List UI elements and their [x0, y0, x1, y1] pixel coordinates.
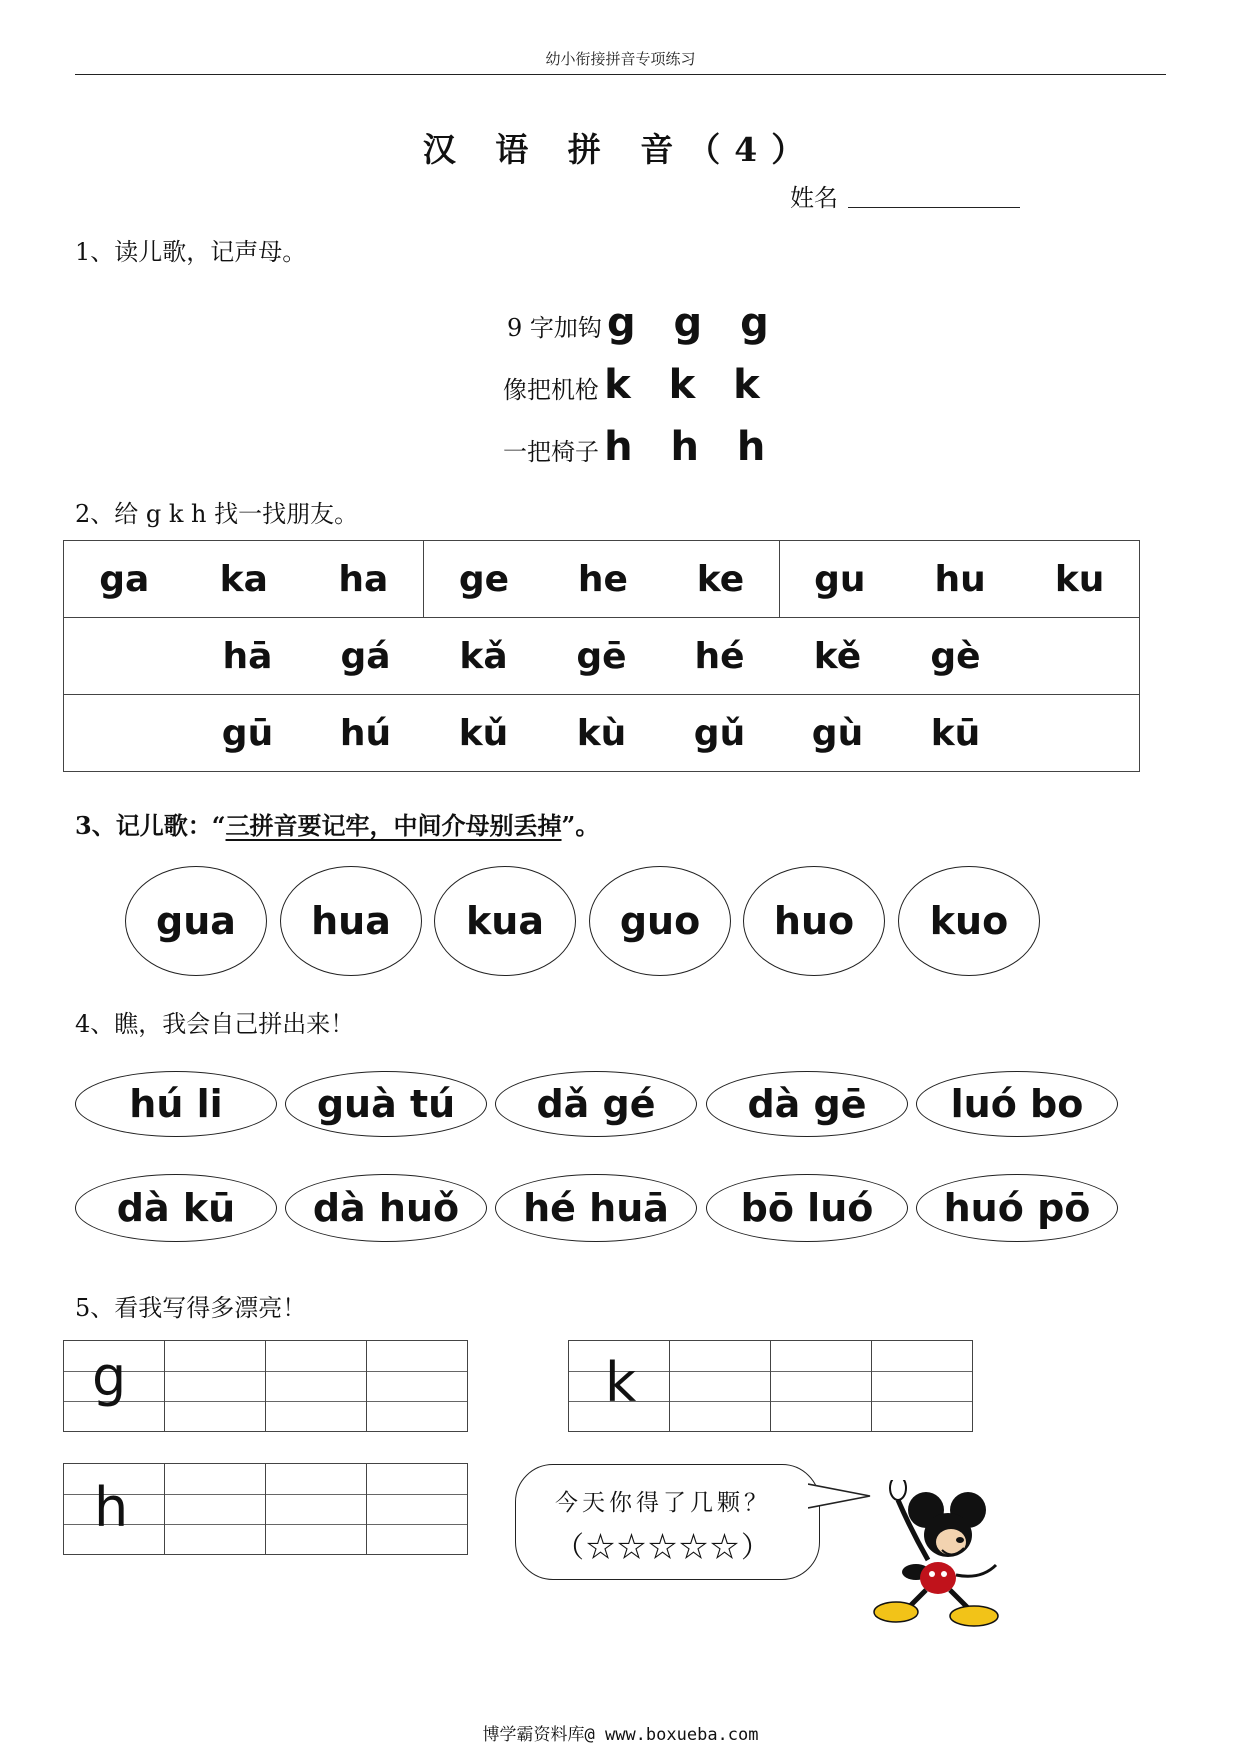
name-label: 姓名	[790, 184, 838, 212]
grid-divider	[265, 1464, 266, 1554]
table-row	[64, 695, 1140, 772]
rhyme-text: 像把机枪	[503, 376, 599, 404]
grid-divider	[770, 1341, 771, 1431]
syllable: ga	[99, 558, 150, 600]
syllable: he	[577, 558, 628, 600]
question-2-label: 2、给 g k h 找一找朋友。	[75, 500, 359, 528]
word-oval: dà kū	[75, 1174, 277, 1242]
grid-divider	[164, 1464, 165, 1554]
page-header: 幼小衔接拼音专项练习	[545, 50, 696, 68]
syllable: kū	[930, 712, 981, 754]
q3-suffix: ”。	[561, 811, 600, 840]
writing-grid-g[interactable]	[63, 1340, 468, 1432]
word-oval: huó pō	[916, 1174, 1118, 1242]
syllable: kù	[576, 712, 627, 754]
grid-divider	[366, 1464, 367, 1554]
word-oval: guà tú	[285, 1071, 487, 1137]
table-cell	[779, 541, 1139, 618]
question-5-label: 5、看我写得多漂亮！	[75, 1294, 307, 1322]
table-cell	[424, 541, 779, 618]
model-letter: k	[605, 1351, 637, 1414]
pinyin-table	[63, 540, 1140, 772]
syllable-oval: hua	[280, 866, 422, 976]
grid-divider	[669, 1341, 670, 1431]
rhyme-text: 9 字加钩	[507, 314, 602, 342]
question-4-label: 4、瞧，我会自己拼出来！	[75, 1010, 355, 1038]
word-oval: hé huā	[495, 1174, 697, 1242]
writing-grid-h[interactable]	[63, 1463, 468, 1555]
syllable: ge	[458, 558, 510, 600]
question-1-label: 1、读儿歌，记声母。	[75, 238, 307, 266]
syllable: kǔ	[458, 712, 509, 754]
rhyme-line-1	[507, 300, 781, 346]
star-rating[interactable]: （☆☆☆☆☆）	[555, 1530, 773, 1564]
rhyme-letters: k k k	[604, 362, 772, 408]
syllable: kě	[813, 635, 862, 677]
syllable: hé	[694, 635, 745, 677]
q3-quote: 三拼音要记牢，中间介母别丢掉	[225, 811, 562, 840]
syllable: gè	[930, 635, 981, 677]
grid-divider	[366, 1341, 367, 1431]
syllable: kǎ	[459, 635, 508, 677]
syllable: gù	[811, 712, 864, 754]
footer-source: 博学霸资料库@ www.boxueba.com	[482, 1725, 759, 1745]
word-oval: dà gē	[706, 1071, 908, 1137]
word-oval: dà huǒ	[285, 1174, 487, 1242]
syllable: gū	[221, 712, 274, 754]
syllable: gǔ	[693, 712, 746, 754]
syllable: ka	[219, 558, 268, 600]
q3-prefix: 3、记儿歌：“	[75, 811, 226, 840]
table-cell	[64, 695, 1140, 772]
header-divider	[75, 74, 1166, 75]
syllable: hā	[222, 635, 273, 677]
name-field-line[interactable]	[848, 207, 1020, 208]
syllable: hú	[339, 712, 392, 754]
syllable-oval: gua	[125, 866, 267, 976]
syllable-oval: kua	[434, 866, 576, 976]
rhyme-text: 一把椅子	[503, 438, 599, 466]
syllable: hu	[934, 558, 986, 600]
syllable-oval: huo	[743, 866, 885, 976]
word-oval: hú li	[75, 1071, 277, 1137]
page-title: 汉 语 拼 音（4）	[422, 130, 819, 169]
grid-divider	[265, 1341, 266, 1431]
syllable-oval: kuo	[898, 866, 1040, 976]
bubble-question: 今天你得了几颗？	[555, 1490, 771, 1516]
model-letter: h	[94, 1476, 129, 1539]
rhyme-line-2	[503, 362, 772, 408]
table-cell	[64, 618, 1140, 695]
question-3-label	[75, 806, 599, 841]
syllable-oval: guo	[589, 866, 731, 976]
grid-divider	[871, 1341, 872, 1431]
syllable: ke	[696, 558, 745, 600]
syllable: ku	[1054, 558, 1105, 600]
writing-grid-k[interactable]	[568, 1340, 973, 1432]
grid-divider	[164, 1341, 165, 1431]
word-oval: bō luó	[706, 1174, 908, 1242]
word-oval: luó bo	[916, 1071, 1118, 1137]
table-row	[64, 618, 1140, 695]
word-oval: dǎ gé	[495, 1071, 697, 1137]
table-cell	[64, 541, 424, 618]
table-row	[64, 541, 1140, 618]
syllable: gē	[576, 635, 627, 677]
cartoon-mouse-icon	[856, 1480, 1006, 1630]
rhyme-letters: h h h	[604, 424, 778, 470]
rhyme-letters: g g g	[607, 300, 781, 346]
rhyme-line-3	[503, 424, 777, 470]
syllable: gu	[814, 558, 866, 600]
model-letter: g	[92, 1345, 127, 1408]
syllable: ha	[338, 558, 389, 600]
syllable: gá	[340, 635, 391, 677]
